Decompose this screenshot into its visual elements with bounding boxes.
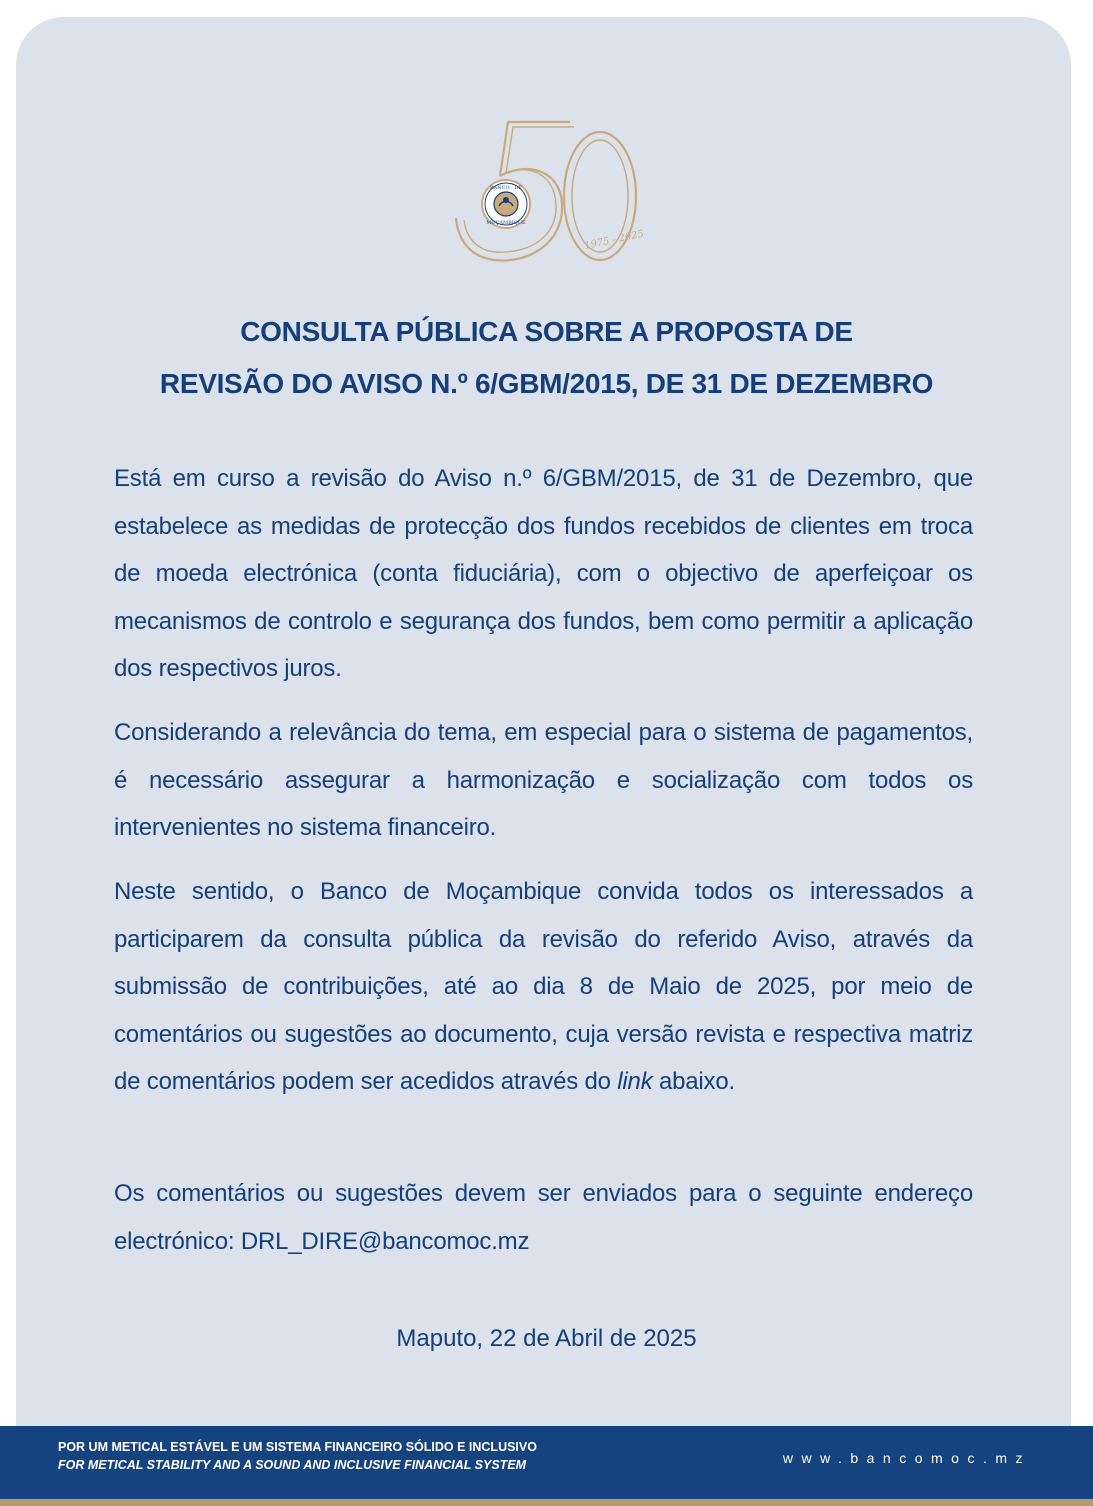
paragraph-2-text: Considerando a relevância do tema, em especial para o sistema de pagamentos, é necessário assegurar a harmonização e socialização com todos os intervenientes no sistema financeiro. <box>114 719 973 841</box>
paragraph-4-text: Os comentários ou sugestões devem ser enviados para o seguinte endereço electrónico: <box>114 1180 973 1255</box>
paragraph-2 <box>114 709 973 852</box>
paragraph-4 <box>114 1170 973 1265</box>
contact-email-link[interactable]: DRL_DIRE@bancomoc.mz <box>240 1227 530 1255</box>
paragraph-3-end: abaixo. <box>658 1068 735 1095</box>
logo-years: 1975 - 2025 <box>583 228 645 252</box>
link-word: link <box>617 1068 653 1095</box>
notice-title-line-1: CONSULTA PÚBLICA SOBRE A PROPOSTA DE <box>240 316 853 347</box>
seal-text-bottom: MOÇAMBIQUE <box>486 220 526 226</box>
paragraph-1 <box>114 455 973 693</box>
footer-gold-stripe <box>0 1499 1093 1506</box>
footer-slogan-pt: POR UM METICAL ESTÁVEL E UM SISTEMA FINANCEIRO SÓLIDO E INCLUSIVO <box>58 1440 537 1454</box>
seal-text-top: BANCO · DE <box>489 185 523 191</box>
banco-de-mocambique-50-anniversary-logo <box>450 118 646 268</box>
notice-title-line-2: REVISÃO DO AVISO N.º 6/GBM/2015, DE 31 DE DEZEMBRO <box>159 368 934 399</box>
paragraph-3 <box>114 868 973 1106</box>
paragraph-1-text: Está em curso a revisão do Aviso n.º 6/GBM/2015, de 31 de Dezembro, que estabelece as medidas de protecção dos fundos recebidos de clientes em troca de moeda electrónica (conta fiduciária), com o objectivo de aperfeiçoar os mecanismos de controlo e segurança dos fundos, bem como permitir a aplicação dos respectivos juros. <box>114 465 973 682</box>
notice-date: Maputo, 22 de Abril de 2025 <box>396 1325 697 1352</box>
footer-website-link[interactable]: www.bancomoc.mz <box>782 1450 1031 1466</box>
footer-slogan-en: FOR METICAL STABILITY AND A SOUND AND INCLUSIVE FINANCIAL SYSTEM <box>58 1458 527 1472</box>
paragraph-3-text: Neste sentido, o Banco de Moçambique convida todos os interessados a participarem da consulta pública da revisão do referido Aviso, através da submissão de contribuições, até ao dia 8 de Maio de 2025, por meio de comentários ou sugestões ao documento, cuja versão revista e respectiva matriz de comentários podem ser acedidos através do <box>114 878 973 1095</box>
